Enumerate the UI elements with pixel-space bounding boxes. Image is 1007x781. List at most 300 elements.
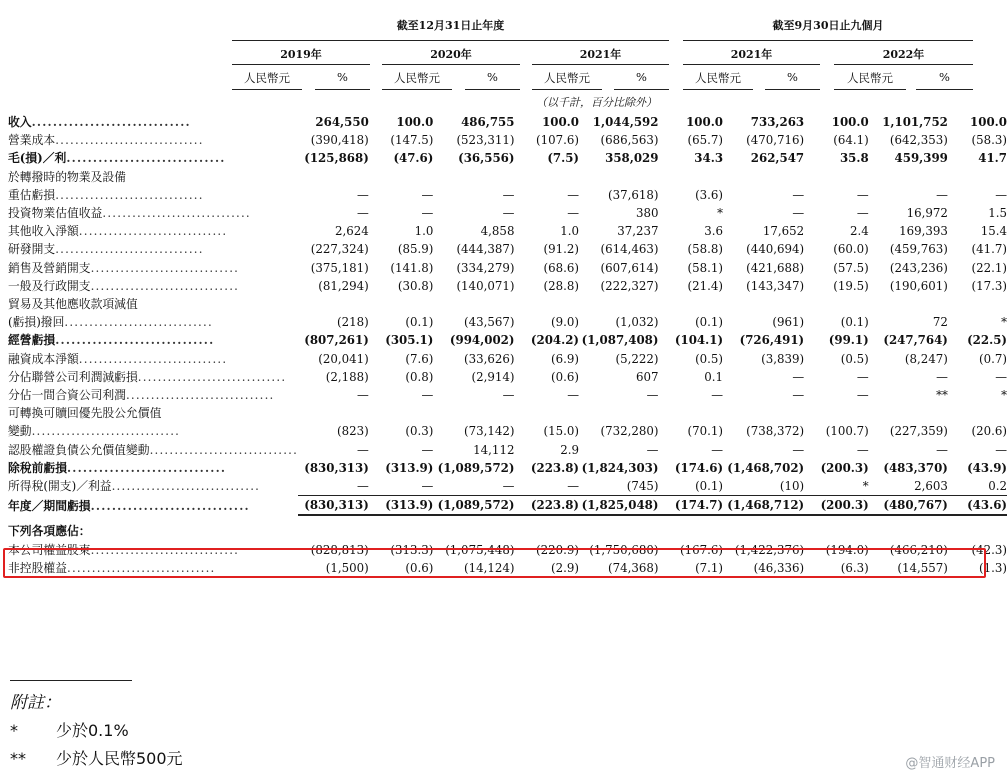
table-cell: — — [356, 206, 369, 221]
row-label — [8, 259, 298, 277]
row-label — [8, 313, 298, 331]
footnote-symbol: * — [10, 721, 18, 740]
table-cell: (243,236) — [889, 260, 948, 275]
table-cell: 14,112 — [473, 442, 515, 457]
table-cell: (28.8) — [543, 278, 580, 293]
row-label-text: 可轉換可贖回優先股公允價值 — [8, 406, 162, 421]
table-cell: (0.1) — [695, 315, 724, 330]
table-cell: (2,914) — [471, 369, 515, 384]
table-cell: (100.7) — [825, 424, 869, 439]
row-label — [8, 168, 298, 186]
table-row — [8, 459, 1007, 477]
table-cell: (390,418) — [310, 133, 369, 148]
table-cell: (375,181) — [310, 260, 369, 275]
row-label-text: 毛(損)／利 — [8, 151, 67, 166]
table-cell: (141.8) — [390, 260, 434, 275]
table-cell: (0.1) — [405, 315, 434, 330]
table-cell: (1.3) — [979, 560, 1007, 575]
row-label-text: 分佔聯營公司利潤減虧損 — [8, 369, 138, 384]
leader-dots: .............................. — [90, 542, 240, 557]
table-cell — [433, 404, 514, 422]
table-cell: (91.2) — [543, 242, 580, 257]
table-cell: (830,313) — [298, 496, 369, 516]
income-statement-table — [8, 113, 1007, 577]
table-cell: (440,694) — [746, 242, 805, 257]
table-cell — [514, 168, 579, 186]
unit-rmb: 人民幣元 — [695, 71, 741, 85]
leader-dots: .............................. — [125, 388, 275, 403]
row-label — [8, 496, 298, 516]
row-label-text: 下列各項應佔： — [8, 524, 91, 539]
row-label-text: 於轉撥時的物業及設備 — [8, 169, 126, 184]
table-cell: — — [421, 187, 434, 202]
year-rule — [834, 64, 973, 65]
table-cell: 72 — [932, 315, 948, 330]
table-cell: 0.2 — [988, 479, 1007, 494]
table-cell — [869, 295, 948, 313]
table-cell: 2.4 — [849, 224, 869, 239]
table-cell: 1,044,592 — [592, 115, 659, 129]
unit-rmb: 人民幣元 — [244, 71, 290, 85]
table-cell: (3.6) — [695, 187, 724, 202]
table-cell: — — [421, 388, 434, 403]
net-loss-highlight-box — [3, 548, 986, 578]
footnote-rule — [10, 680, 132, 681]
table-cell: (313.9) — [369, 496, 434, 516]
year-rule — [382, 64, 520, 65]
table-cell: — — [567, 388, 580, 403]
table-cell: (33,626) — [463, 351, 515, 366]
table-cell: (125,868) — [304, 151, 369, 166]
table-row — [8, 386, 1007, 404]
table-cell: 100.0 — [396, 115, 434, 129]
table-row — [8, 186, 1007, 204]
table-cell: ** — [936, 388, 948, 403]
leader-dots: .............................. — [90, 278, 240, 293]
table-cell: 37,237 — [617, 224, 659, 239]
table-cell — [298, 522, 369, 540]
table-cell: (21.4) — [687, 278, 724, 293]
table-cell: — — [711, 442, 724, 457]
table-cell: (1,032) — [615, 315, 659, 330]
year-rule — [232, 64, 370, 65]
leader-dots: .............................. — [149, 442, 299, 457]
table-cell: (46,336) — [753, 560, 805, 575]
table-cell: (1,750,680) — [589, 542, 659, 557]
table-cell: — — [856, 206, 869, 221]
table-row — [8, 222, 1007, 240]
table-cell: (614,463) — [600, 242, 659, 257]
table-cell: (0.8) — [405, 369, 434, 384]
leader-dots: .............................. — [137, 369, 287, 384]
table-cell — [433, 295, 514, 313]
table-cell — [433, 168, 514, 186]
footnote-text: 少於0.1% — [56, 721, 129, 740]
table-cell: (58.3) — [971, 133, 1007, 148]
table-cell: (994,002) — [449, 333, 515, 348]
row-label-text: 重估虧損 — [8, 187, 56, 202]
table-row — [8, 496, 1007, 516]
table-row — [8, 522, 1007, 540]
leader-dots: .............................. — [78, 224, 228, 239]
table-row — [8, 404, 1007, 422]
table-cell — [658, 295, 723, 313]
table-cell — [298, 295, 369, 313]
table-cell: (483,370) — [883, 460, 948, 475]
table-cell — [369, 522, 434, 540]
row-label-text: 其他收入淨額 — [8, 224, 79, 239]
table-cell — [804, 522, 869, 540]
table-cell: (1,422,376) — [734, 542, 805, 557]
table-cell: (2,188) — [325, 369, 369, 384]
table-cell: (17.3) — [971, 278, 1007, 293]
row-label — [8, 113, 298, 131]
table-cell: (0.3) — [405, 424, 434, 439]
table-cell: — — [567, 187, 580, 202]
row-label-text: 經營虧損 — [8, 333, 56, 348]
table-cell — [804, 168, 869, 186]
table-cell: * — [1001, 315, 1007, 330]
year-header-2019: 2019年 — [280, 48, 322, 61]
year-rule — [683, 64, 820, 65]
unit-rmb: 人民幣元 — [394, 71, 440, 85]
table-cell: — — [792, 388, 805, 403]
table-cell: (223.8) — [514, 496, 579, 516]
row-label — [8, 477, 298, 496]
leader-dots: .............................. — [55, 133, 204, 148]
row-spacer — [8, 515, 1007, 522]
table-cell — [658, 404, 723, 422]
table-cell: 169,393 — [899, 224, 948, 239]
table-cell: (107.6) — [536, 133, 580, 148]
row-label-text: 認股權證負債公允價值變動 — [8, 442, 150, 457]
leader-dots: .............................. — [31, 115, 191, 129]
table-cell: (194.0) — [825, 542, 869, 557]
table-cell: (20.6) — [971, 424, 1007, 439]
table-cell: (223.8) — [530, 460, 580, 475]
table-cell: (15.0) — [543, 424, 580, 439]
table-cell — [579, 168, 658, 186]
table-cell: 358,029 — [605, 151, 659, 166]
row-label — [8, 404, 298, 422]
table-cell — [579, 522, 658, 540]
table-cell: (7.5) — [547, 151, 580, 166]
table-cell: — — [995, 442, 1007, 457]
table-cell: (738,372) — [746, 424, 805, 439]
table-cell — [948, 168, 1007, 186]
table-cell: (73,142) — [463, 424, 515, 439]
table-row — [8, 277, 1007, 295]
table-cell: — — [646, 388, 659, 403]
table-cell: (523,311) — [456, 133, 515, 148]
table-cell: — — [421, 442, 434, 457]
table-cell: (57.5) — [833, 260, 869, 275]
table-cell: (0.7) — [979, 351, 1007, 366]
year-header-2020: 2020年 — [430, 48, 472, 61]
table-row — [8, 131, 1007, 149]
table-cell: (8,247) — [904, 351, 948, 366]
row-label-text: 分佔一間合資公司利潤 — [8, 388, 126, 403]
table-cell: 1,101,752 — [882, 115, 948, 129]
table-row — [8, 477, 1007, 496]
table-cell: (1,825,048) — [579, 496, 658, 516]
table-cell: (0.1) — [840, 315, 869, 330]
table-cell: 264,550 — [315, 115, 369, 129]
row-label-text: 非控股權益 — [8, 560, 67, 575]
table-cell — [948, 404, 1007, 422]
table-cell: (334,279) — [456, 260, 515, 275]
row-label — [8, 350, 298, 368]
table-cell: — — [567, 206, 580, 221]
table-cell: (9.0) — [551, 315, 580, 330]
leader-dots: .............................. — [55, 333, 215, 348]
table-row — [8, 422, 1007, 440]
table-cell: (686,563) — [600, 133, 659, 148]
table-cell: (85.9) — [397, 242, 434, 257]
table-cell: (732,280) — [600, 424, 659, 439]
table-cell: — — [502, 479, 515, 494]
unit-rule — [465, 89, 520, 90]
unit-rule — [834, 89, 906, 90]
table-cell: (828,813) — [310, 542, 369, 557]
leader-dots: .............................. — [67, 560, 216, 575]
row-label — [8, 277, 298, 295]
leader-dots: .............................. — [67, 460, 227, 475]
unit-rule — [382, 89, 452, 90]
table-cell: — — [567, 479, 580, 494]
table-cell: (81,294) — [318, 278, 369, 293]
group-rule-fy — [232, 40, 669, 41]
table-cell: 459,399 — [894, 151, 948, 166]
table-cell: (41.7) — [971, 242, 1007, 257]
group-header-fiscal-year: 截至12月31日止年度 — [396, 19, 505, 32]
row-label — [8, 186, 298, 204]
table-cell: (0.1) — [695, 479, 724, 494]
row-label-text: 銷售及營銷開支 — [8, 260, 91, 275]
table-cell: (36,556) — [458, 151, 515, 166]
table-cell: (220.9) — [536, 542, 580, 557]
table-cell — [298, 404, 369, 422]
table-cell: (305.1) — [385, 333, 434, 348]
table-cell — [869, 404, 948, 422]
table-cell — [723, 168, 804, 186]
row-label — [8, 331, 298, 349]
table-cell: (43,567) — [463, 315, 515, 330]
table-cell: (961) — [772, 315, 805, 330]
unit-rule — [232, 89, 302, 90]
row-label-text: 變動 — [8, 424, 32, 439]
table-cell: — — [711, 388, 724, 403]
leader-dots: .............................. — [55, 242, 204, 257]
table-cell: 3.6 — [704, 224, 724, 239]
table-cell — [869, 168, 948, 186]
footnote-symbol: ** — [10, 749, 26, 768]
unit-pct: % — [636, 70, 647, 84]
table-cell: (0.5) — [695, 351, 724, 366]
table-cell: 1.0 — [560, 224, 580, 239]
table-cell: (200.3) — [804, 496, 869, 516]
table-cell: (444,387) — [456, 242, 515, 257]
table-cell: (421,688) — [746, 260, 805, 275]
table-cell: — — [995, 369, 1007, 384]
table-cell: — — [856, 369, 869, 384]
unit-rmb: 人民幣元 — [544, 71, 590, 85]
year-header-2021: 2021年 — [579, 48, 622, 61]
table-cell: (466,210) — [889, 542, 948, 557]
table-cell: 100.0 — [970, 115, 1007, 129]
table-cell — [658, 168, 723, 186]
table-cell: 2.9 — [560, 442, 580, 457]
table-cell: — — [936, 442, 948, 457]
row-label — [8, 368, 298, 386]
table-cell: (42.3) — [971, 542, 1007, 557]
table-cell: 486,755 — [461, 115, 515, 129]
unit-rule — [614, 89, 669, 90]
row-label — [8, 131, 298, 149]
table-cell — [804, 404, 869, 422]
table-cell: (10) — [779, 479, 805, 494]
table-cell: * — [717, 206, 724, 221]
table-row — [8, 259, 1007, 277]
table-cell: 2,624 — [335, 224, 369, 239]
table-cell: (99.1) — [828, 333, 869, 348]
table-cell: (104.1) — [674, 333, 724, 348]
table-cell: (313.3) — [390, 542, 434, 557]
unit-rule — [765, 89, 820, 90]
table-cell: (222,327) — [600, 278, 659, 293]
table-cell: — — [936, 187, 948, 202]
leader-dots: .............................. — [111, 479, 261, 494]
table-cell: (43.9) — [967, 460, 1007, 475]
table-cell: (65.7) — [687, 133, 724, 148]
table-cell: (470,716) — [746, 133, 805, 148]
table-cell: (5,222) — [615, 351, 659, 366]
table-cell: (68.6) — [543, 260, 580, 275]
table-cell: (459,763) — [889, 242, 948, 257]
table-cell: (64.1) — [833, 133, 869, 148]
unit-pct: % — [337, 70, 348, 84]
table-cell: 380 — [635, 206, 659, 221]
row-label-text: 貿易及其他應收款項減值 — [8, 297, 138, 312]
table-cell: (0.5) — [840, 351, 869, 366]
row-label — [8, 441, 298, 459]
unit-rmb: 人民幣元 — [847, 71, 893, 85]
footnote-title: 附註： — [10, 693, 61, 713]
table-cell: (227,359) — [889, 424, 948, 439]
table-row — [8, 240, 1007, 258]
table-cell: (227,324) — [310, 242, 369, 257]
table-cell: (60.0) — [833, 242, 869, 257]
row-label-text: 除稅前虧損 — [8, 460, 67, 475]
table-cell: (147.5) — [390, 133, 434, 148]
table-cell — [514, 295, 579, 313]
unit-rule — [315, 89, 370, 90]
table-cell — [658, 522, 723, 540]
table-cell — [514, 404, 579, 422]
table-cell: (6.9) — [551, 351, 580, 366]
table-cell: (7.1) — [695, 560, 724, 575]
table-cell: — — [646, 442, 659, 457]
unit-rule — [532, 89, 602, 90]
unit-pct: % — [787, 70, 798, 84]
leader-dots: .............................. — [102, 206, 251, 221]
unit-pct: % — [939, 70, 950, 84]
unit-rule — [916, 89, 973, 90]
table-cell: (74,368) — [607, 560, 659, 575]
table-cell: 262,547 — [750, 151, 805, 166]
table-row — [8, 441, 1007, 459]
table-cell: — — [421, 206, 434, 221]
row-label-text: 本公司權益股東 — [8, 542, 91, 557]
row-label-text: 所得稅(開支)／利益 — [8, 479, 112, 494]
table-cell — [579, 295, 658, 313]
table-cell: (6.3) — [840, 560, 869, 575]
table-cell: — — [502, 388, 515, 403]
table-cell: (830,313) — [304, 460, 369, 475]
table-cell: (642,353) — [889, 133, 948, 148]
table-cell: * — [862, 479, 869, 494]
table-cell: (726,491) — [739, 333, 805, 348]
table-cell: (1,087,408) — [581, 333, 659, 348]
row-label-text: 融資成本淨額 — [8, 351, 79, 366]
table-cell: (247,764) — [883, 333, 948, 348]
row-label-text: 一般及行政開支 — [8, 278, 91, 293]
table-cell: 1.5 — [988, 206, 1007, 221]
table-cell: (2.9) — [551, 560, 580, 575]
row-label-text: 投資物業估值收益 — [8, 206, 103, 221]
table-cell — [579, 404, 658, 422]
unit-pct: % — [487, 70, 498, 84]
table-cell: 0.1 — [704, 369, 724, 384]
table-cell: 15.4 — [980, 224, 1007, 239]
table-cell: 2,603 — [914, 479, 948, 494]
row-label — [8, 459, 298, 477]
table-cell: 607 — [635, 369, 659, 384]
group-rule-9m — [683, 40, 973, 41]
table-cell: 34.3 — [694, 151, 724, 166]
table-cell: (58.8) — [687, 242, 724, 257]
group-header-nine-months: 截至9月30日止九個月 — [772, 19, 884, 32]
table-cell: — — [995, 187, 1007, 202]
table-cell: (745) — [626, 479, 659, 494]
table-cell: — — [856, 388, 869, 403]
table-cell: 1.0 — [414, 224, 434, 239]
table-cell: (140,071) — [456, 278, 515, 293]
table-row — [8, 113, 1007, 131]
table-cell — [514, 522, 579, 540]
table-cell: (14,557) — [897, 560, 948, 575]
table-cell: 4,858 — [480, 224, 515, 239]
table-cell: — — [792, 442, 805, 457]
row-label — [8, 522, 298, 540]
table-cell: — — [792, 369, 805, 384]
leader-dots: .............................. — [90, 498, 250, 513]
table-cell — [369, 404, 434, 422]
table-cell: (807,261) — [304, 333, 369, 348]
row-label — [8, 240, 298, 258]
table-cell: 17,652 — [762, 224, 805, 239]
row-label-text: 營業成本 — [8, 133, 56, 148]
table-cell — [723, 522, 804, 540]
table-cell — [723, 404, 804, 422]
table-cell: (143,347) — [746, 278, 805, 293]
table-cell: 16,972 — [906, 206, 948, 221]
table-row — [8, 331, 1007, 349]
table-cell: (22.1) — [971, 260, 1007, 275]
table-cell: 100.0 — [831, 115, 869, 129]
leader-dots: .............................. — [78, 351, 228, 366]
table-cell: (823) — [337, 424, 369, 439]
